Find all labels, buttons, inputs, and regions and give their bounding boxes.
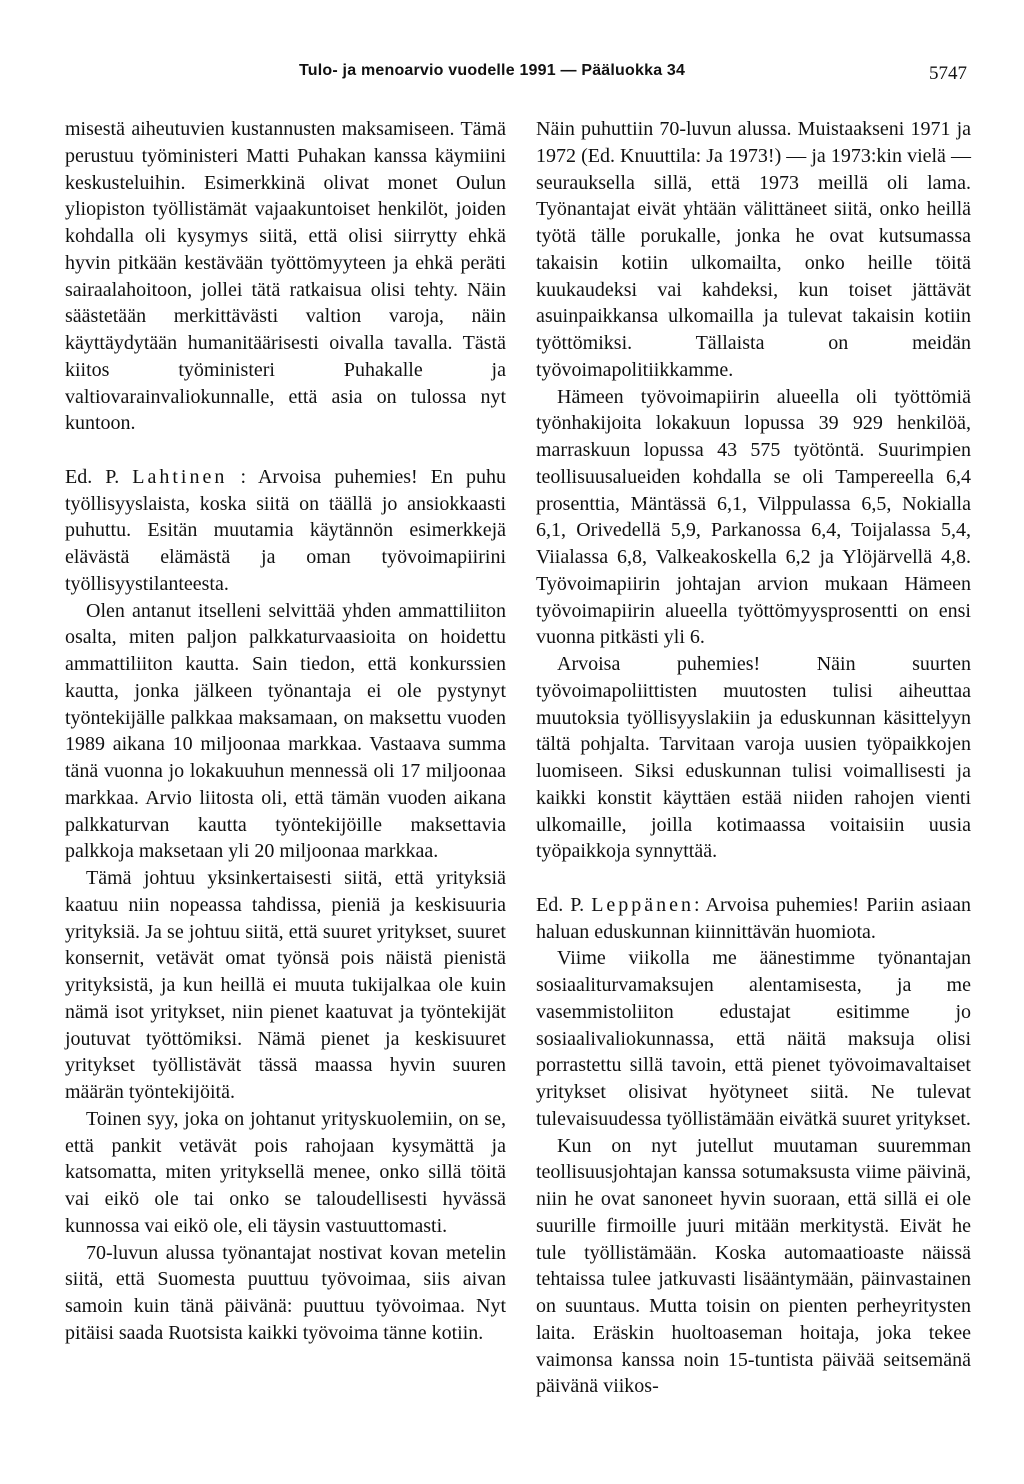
- paragraph: Hämeen työvoimapiirin alueella oli työttömiä työnhakijoita lokakuun lopussa 39 929 henkilöä, marraskuun lopussa 43 575 työtöntä. Suurimpien teollisuusalueiden kohdalla se oli Tampereella 6,4 prosenttia, Mäntässä 6,1, Vilppulassa 6,5, Nokialla 6,1, Orivedellä 5,9, Parkanossa 6,4, Toijalassa 5,4, Viialassa 6,8, Valkeakoskella 6,2 ja Ylöjärvellä 4,8. Työvoimapiirin johtajan arvion mukaan Hämeen työvoimapiirin alueella työttömyysprosentti on ensi vuonna pitkästi yli 6.: [536, 385, 971, 649]
- paragraph: Toinen syy, joka on johtanut yrityskuolemiin, on se, että pankit vetävät pois rahojaan kysymättä ja katsomatta, miten yrityksellä menee, onko sillä töitä vai eikö ole tai onko se taloudellisesti hyvässä kunnossa vai eikö ole, eli täysin vastuuttomasti.: [65, 1107, 506, 1237]
- paragraph: Kun on nyt jutellut muutaman suuremman teollisuusjohtajan kanssa sotumaksusta viime päivinä, niin he ovat sanoneet hyvin suoraan, että sillä ei ole suurille firmoille juuri mitään merkitystä. Eivät he tule työllistämään. Koska automaatioaste näissä tehtaissa tulee jatkuvasti lisääntymään, päinvastainen on suuntaus. Mutta toisin on pienten perheyritysten laita. Eräskin huoltoaseman hoitaja, joka tekee vaimonsa kanssa noin 15-tuntista päivää seitsemänä päivänä viikos-: [536, 1134, 971, 1398]
- header-title: Tulo- ja menoarvio vuodelle 1991 — Pääluokka 34: [299, 62, 686, 79]
- speaker-text: : Arvoisa puhemies! En puhu työllisyyslaista, koska siitä on täällä jo ansiokkaasti puhuttu. Esitän muutamia käytännön esimerkkejä elävästä elämästä ja oman työvoimapiirini työllisyystilanteesta.: [65, 465, 507, 595]
- paragraph: Olen antanut itselleni selvittää yhden ammattiliiton osalta, miten paljon palkkaturvaasioita on hoidettu ammattiliiton kautta. Sain tiedon, että konkurssien kautta, jonka jälkeen työnantaja ei ole pystynyt työntekijälle palkkaa maksamaan, on maksettu vuoden 1989 aikana 10 miljoonaa markkaa. Vastaava summa tänä vuonna jo lokakuuhun mennessä oli 17 miljoonaa markkaa. Arvio liitosta oli, että tämän vuoden aikana palkkaturvan kautta työntekijöille maksettavia palkkoja maksetaan yli 20 miljoonaa markkaa.: [65, 599, 506, 863]
- speaker-paragraph: [536, 892, 971, 946]
- speaker-paragraph: [65, 464, 506, 598]
- paragraph: 70-luvun alussa työnantajat nostivat kovan metelin siitä, että Suomesta puuttuu työvoimaa, siis aivan samoin kuin tänä päivänä: puuttuu työvoimaa. Nyt pitäisi saada Ruotsista kaikki työvoima tänne kotiin.: [65, 1241, 506, 1344]
- paragraph: Viime viikolla me äänestimme työnantajan sosiaaliturvamaksujen alentamisesta, ja me vasemmistoliiton edustajat esitimme jo sosiaalivaliokunnassa, että näitä maksuja olisi porrastettu sillä tavoin, että pienet työvoimavaltaiset yritykset olisivat hyötyneet siitä. Ne tulevat tulevaisuudessa työllistämään eivätkä suuret yritykset.: [536, 947, 971, 1130]
- speaker-text: : Arvoisa puhemies! Pariin asiaan haluan eduskunnan kiinnittävän huomiota.: [536, 893, 971, 943]
- paragraph: Tämä johtuu yksinkertaisesti siitä, että yrityksiä kaatuu niin nopeassa tahdissa, pieniä ja keskisuuria yrityksiä. Ja se johtuu siitä, että suuret yritykset, suuret konsernit, vetävät omat työnsä pois näistä pienistä yrityksistä, ja kun heillä ei muuta tukijalkaa ole kuin nämä isot yritykset, niin pienet kaatuvat ja työntekijät joutuvat työttömiksi. Nämä pienet ja keskisuuret yritykset työllistävät tässä maassa hyvin suuren määrän työntekijöitä.: [65, 867, 506, 1103]
- paragraph: Arvoisa puhemies! Näin suurten työvoimapoliittisten muutosten tulisi aiheuttaa muutoksia työllisyyslakiin ja eduskunnan käsittelyyn tältä pohjalta. Tarvitaan varoja uusien työpaikkojen luomiseen. Siksi eduskunnan tulisi voimallisesti ja kaikki konstit käyttäen estää niiden rahojen vienti ulkomaille, joilla kotimaassa voitaisiin uusia työpaikkoja synnyttää.: [536, 653, 971, 863]
- paragraph: misestä aiheutuvien kustannusten maksamiseen. Tämä perustuu työministeri Matti Puhakan kanssa käymiini keskusteluihin. Esimerkkinä olivat monet Oulun yliopiston työllistämät vajaakuntoiset henkilöt, joiden kohdalla oli kysymys siitä, että olisi siirrytty ehkä hyvin pitkään kestävään työttömyyteen ja ehkä peräti sairaalahoitoon, jollei tätä ratkaisua olisi tehty. Näin säästetään merkittävästi valtion varoja, näin käyttäydytään humanitäärisesti oivalla tavalla. Tästä kiitos työministeri Puhakalle ja valtiovarainvaliokunnalle, että asia on tulossa nyt kuntoon.: [65, 118, 506, 435]
- speaker-name: Leppänen: [591, 893, 695, 916]
- speaker-name: Lahtinen: [132, 465, 228, 488]
- speaker-prefix: Ed. P.: [536, 893, 585, 916]
- page-number: 5747: [929, 63, 967, 84]
- left-column: [65, 116, 506, 1347]
- right-column: [536, 116, 971, 1400]
- speaker-prefix: Ed. P.: [65, 465, 120, 488]
- running-header: [0, 62, 1024, 92]
- paragraph: Näin puhuttiin 70-luvun alussa. Muistaakseni 1971 ja 1972 (Ed. Knuuttila: Ja 1973!) — ja 1973:kin vielä — seurauksella sillä, että 1973 meillä oli lama. Työnantajat eivät yhtään välittäneet siitä, onko heillä työtä tälle porukalle, jonka he ovat kutsumassa takaisin kotiin ulkomailta, onko heille töitä kuukaudeksi vai kahdeksi, kun toiset jättävät asuinpaikkansa ulkomailla ja tulevat takaisin kotiin työttömiksi. Tällaista on meidän työvoimapolitiikkamme.: [536, 118, 971, 381]
